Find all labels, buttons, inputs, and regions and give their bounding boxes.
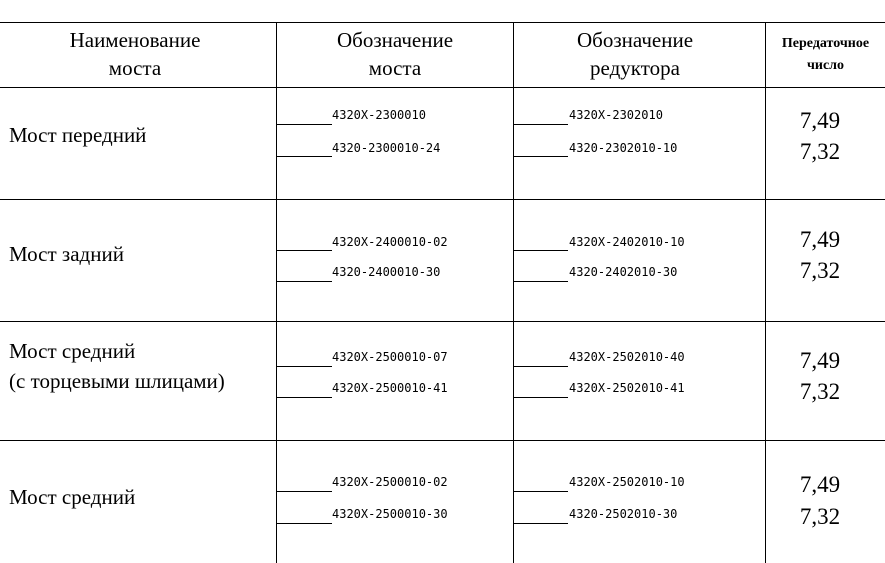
row-3-ratio-2: 7,32 [799, 379, 841, 404]
header-divider [0, 87, 885, 88]
row-4-bridge-line-1 [276, 491, 332, 492]
row-4-reducer-line-1 [513, 491, 568, 492]
row-1-name: Мост передний [9, 123, 147, 147]
row-2-bridge-code-1: 4320X-2400010-02 [332, 235, 448, 249]
row-3-ratio-1: 7,49 [799, 348, 841, 373]
header-name: Наименование моста [69, 28, 201, 80]
row-2-bridge-line-1 [276, 250, 332, 251]
row-divider-1 [0, 199, 885, 200]
row-4-reducer-line-2 [513, 523, 568, 524]
row-1-reducer-code-2: 4320-2302010-10 [569, 141, 678, 155]
row-2-reducer-code-2: 4320-2402010-30 [569, 265, 678, 279]
row-3-reducer-line-2 [513, 397, 568, 398]
row-2-reducer-code-1: 4320X-2402010-10 [569, 235, 685, 249]
row-3-name: Мост средний (с торцевыми шлицами) [9, 339, 225, 393]
row-divider-2 [0, 321, 885, 322]
row-2-reducer-line-1 [513, 250, 568, 251]
row-3-bridge-line-2 [276, 397, 332, 398]
row-4-reducer-code-1: 4320X-2502010-10 [569, 475, 685, 489]
row-4-ratio-1: 7,49 [799, 472, 841, 497]
row-2-name: Мост задний [9, 242, 124, 266]
row-3-bridge-code-2: 4320X-2500010-41 [332, 381, 448, 395]
row-4-name: Мост средний [9, 485, 136, 509]
header-reducer-code: Обозначение редуктора [576, 28, 694, 80]
row-1-bridge-code-1: 4320X-2300010 [332, 108, 426, 122]
row-3-reducer-code-2: 4320X-2502010-41 [569, 381, 685, 395]
row-4-bridge-code-1: 4320X-2500010-02 [332, 475, 448, 489]
row-3-reducer-code-1: 4320X-2502010-40 [569, 350, 685, 364]
row-2-ratio-1: 7,49 [799, 227, 841, 252]
row-4-ratio-2: 7,32 [799, 504, 841, 529]
header-ratio: Передаточное число [781, 36, 870, 73]
row-divider-3 [0, 440, 885, 441]
row-3-bridge-line-1 [276, 366, 332, 367]
table-top-border [0, 22, 885, 23]
row-4-bridge-code-2: 4320X-2500010-30 [332, 507, 448, 521]
header-bridge-code: Обозначение моста [336, 28, 454, 80]
column-divider-3 [765, 22, 766, 563]
row-1-bridge-code-2: 4320-2300010-24 [332, 141, 441, 155]
row-3-reducer-line-1 [513, 366, 568, 367]
row-1-bridge-line-2 [276, 156, 332, 157]
row-1-reducer-line-1 [513, 124, 568, 125]
row-2-bridge-line-2 [276, 281, 332, 282]
row-2-ratio-2: 7,32 [799, 258, 841, 283]
row-3-bridge-code-1: 4320X-2500010-07 [332, 350, 448, 364]
column-divider-2 [513, 22, 514, 563]
row-1-reducer-code-1: 4320X-2302010 [569, 108, 663, 122]
row-4-reducer-code-2: 4320-2502010-30 [569, 507, 678, 521]
column-divider-1 [276, 22, 277, 563]
row-1-ratio-1: 7,49 [799, 108, 841, 133]
row-4-bridge-line-2 [276, 523, 332, 524]
row-2-bridge-code-2: 4320-2400010-30 [332, 265, 441, 279]
row-2-reducer-line-2 [513, 281, 568, 282]
row-1-ratio-2: 7,32 [799, 139, 841, 164]
row-1-reducer-line-2 [513, 156, 568, 157]
row-1-bridge-line-1 [276, 124, 332, 125]
